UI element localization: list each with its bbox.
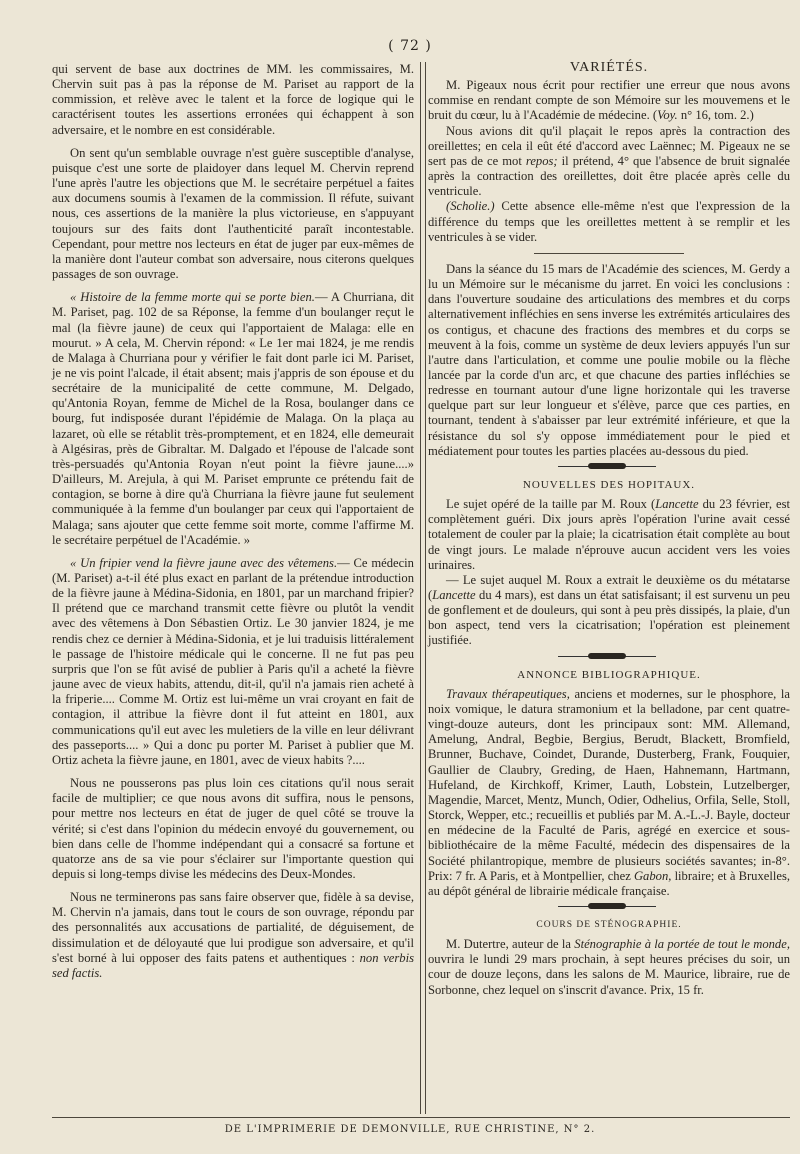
right-p5-a: Le sujet opéré de la taille par M. Roux ( [446,497,656,512]
heading-cours-stenographie: COURS DE STÉNOGRAPHIE. [536,919,682,930]
right-p6-b: du 4 mars), est dans un état satisfaisant; il est survenu un peu de gonflement et de douleurs, qui sont à peu près dissipés, la plaie, d'un bon aspect, tend vers la cicatrisation; l'opération est pleinement justifiée. [428,588,790,648]
right-p3-scholie: (Scholie.) [446,199,495,214]
left-paragraph-6 [52,890,414,981]
right-p7-rest: anciens et modernes, sur le phosphore, la noix vomique, le datura stramonium et la belladone, par cent quatre-vingt-douze auteurs, dont les principaux sont: MM. Allemand, Amelung, Andral, Begbie, Bergius, Berudt, Blackett, Bromfield, Brunner, Buchave, Coindet, Durande, Dusterberg, Frank, Fouquier, Gaullier de Claubry, Greding, de Haen, Hahnemann, Hartmann, Hufeland, de Kirchkoff, Krimer, Lauth, Lobstein, Lutzelberger, Magendie, Marcet, Mentz, Munch, Odier, Odhelius, Orfila, Selle, Stoll, Storck, Wepper, etc.; recueillis et publiés par M. A.-L.-J. Bayle, docteur en médecine de la Faculté de Paris, agrégé en exercice et sous-bibliothécaire de la même Faculté, médecin des dispensaires de la Société philantropique, membre de plusieurs sociétés savantes; in-8°. Prix: 7 fr. A Paris, et à Montpellier, chez [428,686,790,883]
right-p7-title: Travaux thérapeutiques, [446,686,570,701]
left-column [52,62,414,981]
left-paragraph-6-text: Nous ne terminerons pas sans faire observer que, fidèle à sa devise, M. Chervin n'a jamais, dans tout le cours de son ouvrage, répondu par des personnalités aux accusations de partialité, de déguisement, de dissimulation et de déloyauté que lui prodigue son adversaire, et qu'il s'est borné à lui opposer des faits patens et authentiques : [52,890,414,965]
footer-rule [52,1117,790,1118]
right-p6-a: — Le sujet auquel M. Roux a extrait le deuxième os du métatarse ( [428,572,790,602]
quote-title-fripier: « Un fripier vend la fièvre jaune avec des vêtemens. [70,555,338,570]
right-p5-lancette: Lancette [655,497,699,512]
right-column [428,62,790,998]
ornament-separator-3 [428,901,790,913]
heading-nouvelles-hopitaux: NOUVELLES DES HOPITAUX. [522,478,696,491]
right-p2-b: il prétend, 4° que l'absence de bruit signalée après la contraction des oreillettes, doit être placée après celle du ventricule. [428,153,790,199]
right-p1-b: n° 16, tom. 2.) [680,108,754,123]
right-p2-repos: repos; [525,153,558,168]
right-p8-a: M. Dutertre, auteur de la [446,937,572,952]
right-paragraph-1 [428,78,790,123]
section-title-varietes: VARIÉTÉS. [569,60,649,75]
left-paragraph-4 [52,556,414,768]
right-p2-a: Nous avions dit qu'il plaçait le repos après la contraction des oreillettes; en cela il eût été d'accord avec Laënnec; M. Pigeaux ne se sert pas de ce mot [428,123,790,168]
right-paragraph-6 [428,573,790,649]
right-p5-b: du 23 février, est complètement guéri. Dix jours après l'opération l'urine avait cessé totalement de couler par la plaie; la cicatrisation était complète au bout de vingt jours. Le malade n'éprouve aucun accident vers les voies urinaires. [428,497,791,572]
printer-footer: DE L'IMPRIMERIE DE DEMONVILLE, RUE CHRISTINE, N° 2. [224,1124,596,1135]
right-paragraph-2 [428,124,790,200]
right-paragraph-4: Dans la séance du 15 mars de l'Académie des sciences, M. Gerdy a lu un Mémoire sur le mécanisme du jarret. En voici les conclusions : dans l'ouverture soudaine des articulations des membres et du corps alternativement infléchies en sens inverse les extrémités articulaires des os contigus, et chacune des fractions des membres et du corps se meuvent à la fois, comme un système de deux leviers appuyés l'un sur l'autre dans l'articulation, et comme une poulie mobile ou la flèche lancée par la corde d'un arc, et que chacune des parties infléchies se redresse en tournant autour d'une ligne horizontale qui les traverse quelque part sur leur longueur et s'élève, parce que ces parties, en tournant, tendent à s'abaisser par leur extrémité inférieure, et que la résistance du sol s'y oppose immédiatement pour le pied et médiatement pour toutes les parties placées au-dessous du pied. [428,261,790,458]
right-p8-b: ouvrira le lundi 29 mars prochain, à sept heures précises du soir, un cour de douze leçons, dans les salons de M. Maurice, libraire, rue de Sorbonne, chez lequel on s'inscrit d'avance. Prix, 15 fr. [428,952,790,997]
left-paragraph-1: qui servent de base aux doctrines de MM. les commissaires, M. Chervin suit pas à pas la réponse de M. Pariset au rapport de la commission, et relève avec le talent et la force de logique qui le caractérisent toutes les assertions erronées qui échappent à son adversaire, et le nombre en est considérable. [52,62,414,137]
right-p8-title: Sténographie à la portée de tout le monde, [574,937,790,952]
ornament-separator-1 [428,461,790,473]
right-p7-gabon: Gabon, [633,868,672,883]
page-number: ( 72 ) [388,38,432,54]
right-p3-rest: Cette absence elle-même n'est que l'expression de la différence du temps que les oreillettes mettent à se remplir et les ventricules à se vider. [428,199,790,244]
right-paragraph-3 [428,199,790,244]
right-p1-voy: Voy. [657,108,678,123]
quote-fripier-text: — Ce médecin (M. Pariset) a-t-il été plus exact en parlant de la prétendue introduction de la fièvre jaune à Médina-Sidonia, en 1801, par un marchand fripier? Il prétend que ce marchand transmit cette fièvre ou plutôt la vendit avec des vêtemens à Don Sébastien Ortiz. Le 30 janvier 1824, je me rendis chez ce dernier à Médina-Sidonia, et je lui traduisis littéralement le passage de l'histoire médicale qui le concerne. Il ne fut pas peu surpris que l'on se fût avisé de publier à Paris qu'il a acheté la fièvre jaune avec de vieux habits, attendu, dit-il, qu'il n'a jamais rien acheté à la friperie.... Comme M. Ortiz est lui-même un vrai croyant en fait de contagion, il attribue la fièvre dont il fut atteint en 1801, aux communications qu'il eut avec les muletiers de la ville en leur délivrant des passeports.... » Qui a donc pu porter M. Pariset à publier que M. Ortiz acheta la fièvre jaune, en 1801, avec de vieux habits ?.... [52,555,414,767]
quote-femme-text: — A Churriana, dit M. Pariset, pag. 102 de sa Réponse, la femme d'un boulanger reçut le mal (la fièvre jaune) de ceux qui l'apportaient de Malaga: elle en mourut. » A cela, M. Chervin répond: « Le 1er mai 1824, je me rendis de Malaga à Churriana pour y vérifier le fait dont parle ici M. Pariset, je ne vis point l'alcade, il était absent; mais j'appris de son épouse et du secrétaire de la municipalité de cette commune, M. Delgado, qu'Antonia Royan, femme de Michel de la Rosa, boulanger dans ce bourg, fut indisposée durant l'épidémie de Malaga. On la plaça au lazaret, où elle se rétablit très-promptement, et en 1824, elle demeurait à Algésiras, près de Gibraltar. M. Dalgado et l'épouse de l'alcade sont très-persuadés qu'Antonia Royan n'eut point la fièvre jaune....» D'ailleurs, M. Arejula, à qui M. Pariset emprunte ce prétendu fait de contagion, se borne à dire qu'à Churriana la fièvre jaune fut seulement communiquée à la femme d'un boulanger par ceux qui l'apportaient de Malaga; sans ajouter que cette femme soit morte, comme l'affirme M. le secrétaire perpétuel de l'Académie. » [52,290,415,547]
right-paragraph-7 [428,687,790,899]
right-p7-end: libraire; et à Bruxelles, au dépôt général de librairie médicale française. [428,868,790,898]
section-rule [534,253,684,254]
heading-annonce-bibliographique: ANNONCE BIBLIOGRAPHIQUE. [517,668,701,681]
left-paragraph-5: Nous ne pousserons pas plus loin ces citations qu'il nous serait facile de multiplier; ce que nous avons dit suffira, nous le pensons, pour mettre nos lecteurs en état de juger de quel côté se trouve la vérité; si c'est dans l'opinion du médecin envoyé du gouvernement, ou bien dans celle de l'homme indépendant qui a consacré sa fortune et quatorze ans de sa vie pour s'éclairer sur l'importante question qui depuis si long-temps divise les médecins des Deux-Mondes. [52,776,414,881]
right-p6-lancette: Lancette [432,588,476,602]
right-p1-a: M. Pigeaux nous écrit pour rectifier une erreur que nous avons commise en rendant compte de son Mémoire sur les mouvemens et le bruit du cœur, lu à l'Académie de médecine. ( [428,78,790,123]
ornament-separator-2 [428,651,790,663]
quote-title-femme: « Histoire de la femme morte qui se porte bien. [70,290,315,305]
right-paragraph-8 [428,937,790,998]
left-paragraph-3 [52,290,414,548]
left-paragraph-2: On sent qu'un semblable ouvrage n'est guère susceptible d'analyse, puisque c'est une sorte de plaidoyer dans lequel M. Chervin reprend l'une après l'autre les objections que M. le secrétaire perpétuel a faites aux documens soumis à l'examen de la commission. Il réfute, suivant nous, ces assertions de la manière la plus victorieuse, en s'appuyant toujours sur des faits dont l'authenticité paraît incontestable. Cependant, pour mettre nos lecteurs en état de juger par eux-mêmes de la manière dont l'auteur combat son adversaire, nous citerons quelques passages de son ouvrage. [52,145,414,282]
right-paragraph-5 [428,497,790,573]
latin-motto: non verbis sed factis. [52,950,414,980]
column-divider [420,62,426,1114]
